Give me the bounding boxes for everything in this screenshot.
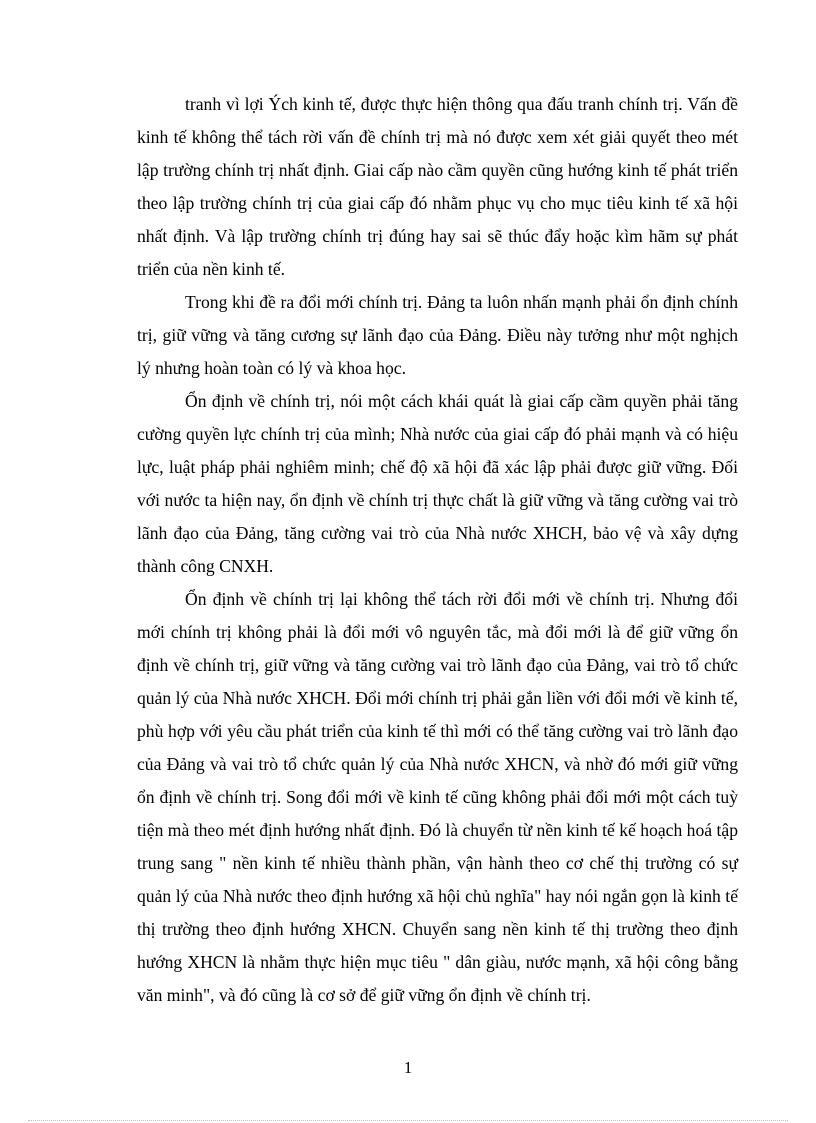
paragraph-2: Trong khi đề ra đổi mới chính trị. Đảng ta luôn nhấn mạnh phải ổn định chính trị, giữ vững và tăng cương sự lãnh đạo của Đảng. Điều này tưởng như một nghịch lý nhưng hoàn toàn có lý và khoa học. [137,292,738,378]
page-break-divider [28,1120,788,1121]
paragraph-1: tranh vì lợi Ých kinh tế, được thực hiện thông qua đấu tranh chính trị. Vấn đề kinh tế không thể tách rời vấn đề chính trị mà nó được xem xét giải quyết theo mét lập trường chính trị nhất định. Giai cấp nào cầm quyền cũng hướng kinh tế phát triển theo lập trường chính trị của giai cấp đó nhằm phục vụ cho mục tiêu kinh tế xã hội nhất định. Và lập trường chính trị đúng hay sai sẽ thúc đẩy hoặc kìm hãm sự phát triển của nền kinh tế. [137,94,738,279]
paragraph-4: Ổn định về chính trị lại không thể tách rời đổi mới về chính trị. Nhưng đổi mới chính trị không phải là đổi mới vô nguyên tắc, mà đổi mới là để giữ vững ổn định về chính trị, giữ vững và tăng cường vai trò lãnh đạo của Đảng, vai trò tổ chức quản lý của Nhà nước XHCH. Đổi mới chính trị phải gắn liền với đổi mới về kinh tế, phù hợp với yêu cầu phát triển của kinh tế thì mới có thể tăng cường vai trò lãnh đạo của Đảng và vai trò tổ chức quản lý của Nhà nước XHCN, và nhờ đó mới giữ vững ổn định về chính trị. Song đổi mới về kinh tế cũng không phải đổi mới một cách tuỳ tiện mà theo mét định hướng nhất định. Đó là chuyển từ nền kinh tế kế hoạch hoá tập trung sang " nền kinh tế nhiều thành phần, vận hành theo cơ chế thị trường có sự quản lý của Nhà nước theo định hướng xã hội chủ nghĩa" hay nói ngắn gọn là kinh tế thị trường theo định hướng XHCN. Chuyển sang nền kinh tế thị trường theo định hướng XHCN là nhằm thực hiện mục tiêu " dân giàu, nước mạnh, xã hội công bằng văn minh", và đó cũng là cơ sở để giữ vững ổn định về chính trị. [137,589,738,1005]
page-number: 1 [403,1058,413,1077]
paragraph-3: Ổn định về chính trị, nói một cách khái quát là giai cấp cầm quyền phải tăng cường quyền lực chính trị của mình; Nhà nước của giai cấp đó phải mạnh và có hiệu lực, luật pháp phải nghiêm minh; chế độ xã hội đã xác lập phải được giữ vững. Đối với nước ta hiện nay, ổn định về chính trị thực chất là giữ vững và tăng cường vai trò lãnh đạo của Đảng, tăng cường vai trò của Nhà nước XHCH, bảo vệ và xây dựng thành công CNXH. [137,391,738,576]
document-body [137,88,738,1012]
